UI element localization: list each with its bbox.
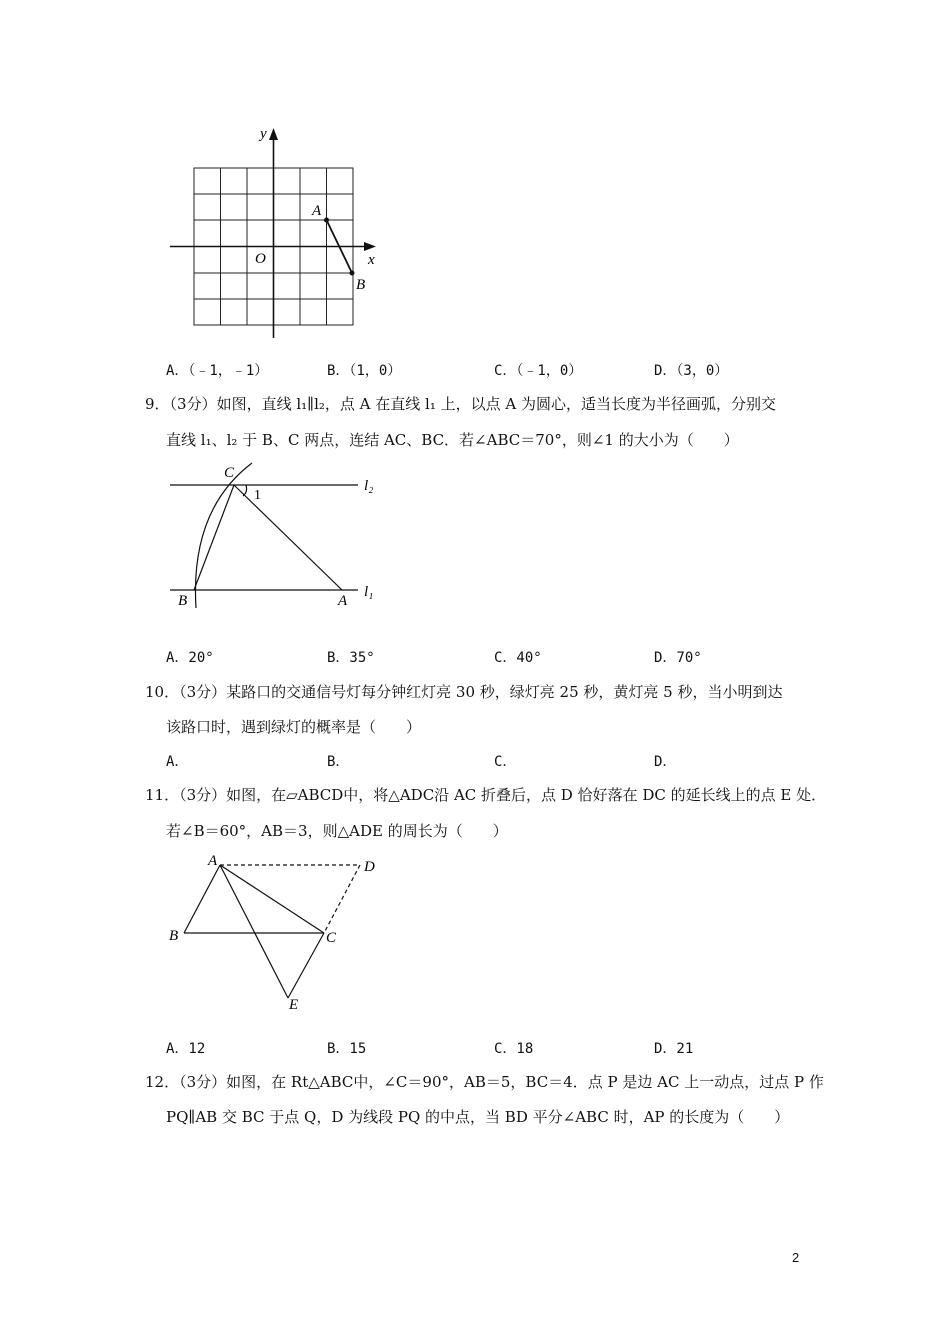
parallel-lines-figure <box>160 460 390 610</box>
point-b-label: B <box>169 928 179 944</box>
parallelogram-fold-figure <box>160 850 390 1015</box>
q9-option-c: C．40° <box>494 650 542 666</box>
q8-option-b: B．（1，0） <box>327 363 402 379</box>
q10-option-b: B． <box>327 754 350 770</box>
point-c-label: C <box>224 465 235 481</box>
q12-stem-line2: PQ∥AB 交 BC 于点 Q，D 为线段 PQ 的中点，当 BD 平分∠ABC 时，AP 的长度为（ ） <box>166 1108 790 1126</box>
point-b-label: B <box>178 593 188 609</box>
q10-option-c: C． <box>494 754 517 770</box>
line-l2-label: l₂ <box>364 478 374 494</box>
y-axis-label: y <box>260 126 267 142</box>
point-c-label: C <box>326 930 337 946</box>
origin-label: O <box>255 251 266 267</box>
coordinate-grid-figure <box>160 118 390 343</box>
point-a-label: A <box>312 203 322 219</box>
q10-stem-line2: 该路口时，遇到绿灯的概率是（ ） <box>166 718 422 736</box>
q9-option-d: D．70° <box>654 650 702 666</box>
q11-option-b: B．15 <box>327 1041 367 1057</box>
q8-option-d: D．（3，0） <box>654 363 729 379</box>
q10-stem-line1: 10．（3分）某路口的交通信号灯每分钟红灯亮 30 秒，绿灯亮 25 秒，黄灯亮 5 秒，当小明到达 <box>145 683 783 701</box>
q11-option-c: C．18 <box>494 1041 534 1057</box>
point-d-label: D <box>364 859 375 875</box>
q11-option-d: D．21 <box>654 1041 694 1057</box>
q8-option-c: C．（﹣1，0） <box>494 363 583 379</box>
q10-option-a: A． <box>166 754 189 770</box>
q9-option-b: B．35° <box>327 650 375 666</box>
q12-stem-line1: 12．（3分）如图，在 Rt△ABC中，∠C＝90°，AB＝5，BC＝4．点 P 是边 AC 上一动点，过点 P 作 <box>145 1073 824 1091</box>
q11-stem-line2: 若∠B＝60°，AB＝3，则△ADE 的周长为（ ） <box>166 822 508 840</box>
point-e-label: E <box>289 997 299 1013</box>
point-b-label: B <box>356 277 366 293</box>
q8-option-a: A．（﹣1，﹣1） <box>166 363 269 379</box>
q9-stem-line1: 9．（3分）如图，直线 l₁∥l₂，点 A 在直线 l₁ 上，以点 A 为圆心，适当长度为半径画弧，分别交 <box>145 395 776 413</box>
point-a-label: A <box>338 593 348 609</box>
q10-option-d: D． <box>654 754 677 770</box>
q9-stem-line2: 直线 l₁、l₂ 于 B、C 两点，连结 AC、BC．若∠ABC＝70°，则∠1 的大小为（ ） <box>166 431 739 449</box>
point-a-label: A <box>208 853 218 869</box>
q9-option-a: A．20° <box>166 650 214 666</box>
q11-option-a: A．12 <box>166 1041 206 1057</box>
q11-stem-line1: 11．（3分）如图，在▱ABCD中，将△ADC沿 AC 折叠后，点 D 恰好落在 DC 的延长线上的点 E 处． <box>145 786 827 804</box>
x-axis-label: x <box>368 252 375 268</box>
angle-1-label: 1 <box>254 488 261 503</box>
page-number: 2 <box>792 1250 800 1265</box>
line-l1-label: l₁ <box>364 584 374 600</box>
